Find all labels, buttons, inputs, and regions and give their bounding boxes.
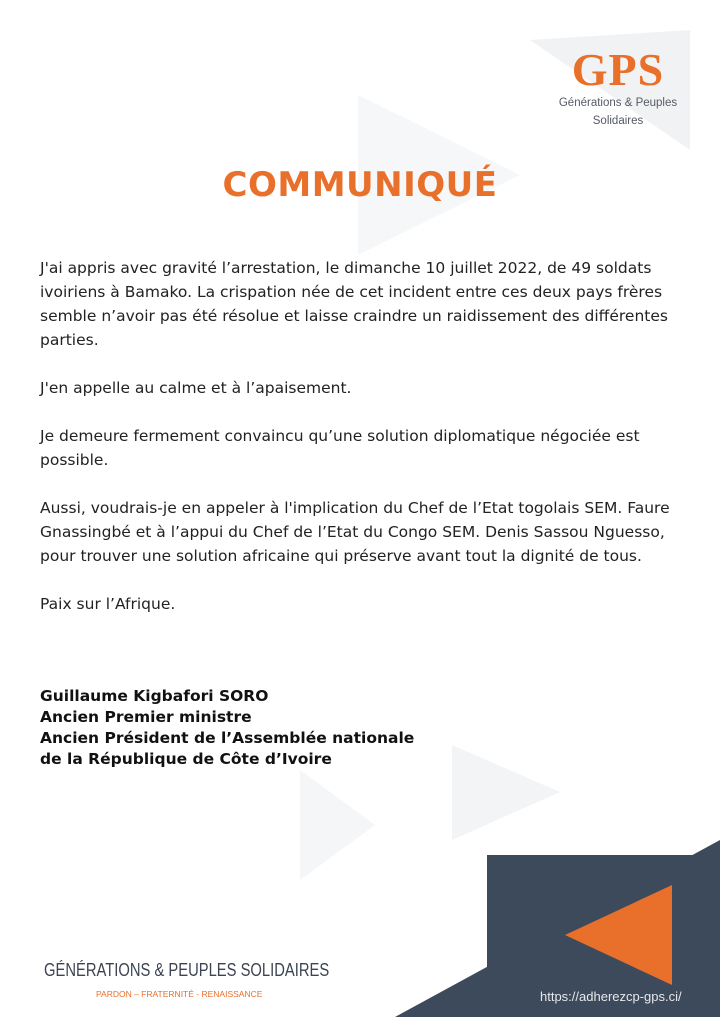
watermark-triangle-mid <box>300 770 375 880</box>
signature-block <box>40 686 680 770</box>
paragraph-diplomatic-solution: Je demeure fermement convaincu qu’une solution diplomatique négociée est possible. <box>40 427 640 469</box>
logo-subtitle-line1: Générations & Peuples <box>558 97 678 109</box>
gps-logo <box>558 44 678 128</box>
logo-subtitle-line2: Solidaires <box>592 115 644 127</box>
paragraph-peace: Paix sur l’Afrique. <box>40 595 176 613</box>
signature-role-1: Ancien Premier ministre <box>40 708 252 726</box>
signature-name: Guillaume Kigbafori SORO <box>40 687 269 705</box>
paragraph-arrest: J'ai appris avec gravité l’arrestation, le dimanche 10 juillet 2022, de 49 soldats ivoiriens à Bamako. La crispation née de cet incident entre ces deux pays frères semble n’avoir pas été résolue et laisse craindre un raidissement des différentes parties. <box>40 259 668 349</box>
footer-motto: PARDON – FRATERNITÉ - RENAISSANCE <box>96 989 263 999</box>
signature-role-3: de la République de Côte d’Ivoire <box>40 750 332 768</box>
page-title: COMMUNIQUÉ <box>222 165 498 205</box>
paragraph-mediation: Aussi, voudrais-je en appeler à l'implication du Chef de l’Etat togolais SEM. Faure Gnassingbé et à l’appui du Chef de l’Etat du Congo SEM. Denis Sassou Nguesso, pour trouver une solution africaine qui préserve avant tout la dignité de tous. <box>40 499 670 565</box>
paragraph-call-for-calm: J'en appelle au calme et à l’apaisement. <box>40 379 352 397</box>
footer-url-link[interactable]: https://adherezcp-gps.ci/ <box>540 989 682 1004</box>
communique-body <box>40 256 700 640</box>
footer-org-name: GÉNÉRATIONS & PEUPLES SOLIDAIRES <box>44 960 330 980</box>
logo-mark: GPS <box>571 44 665 95</box>
signature-role-2: Ancien Président de l’Assemblée nationale <box>40 729 415 747</box>
